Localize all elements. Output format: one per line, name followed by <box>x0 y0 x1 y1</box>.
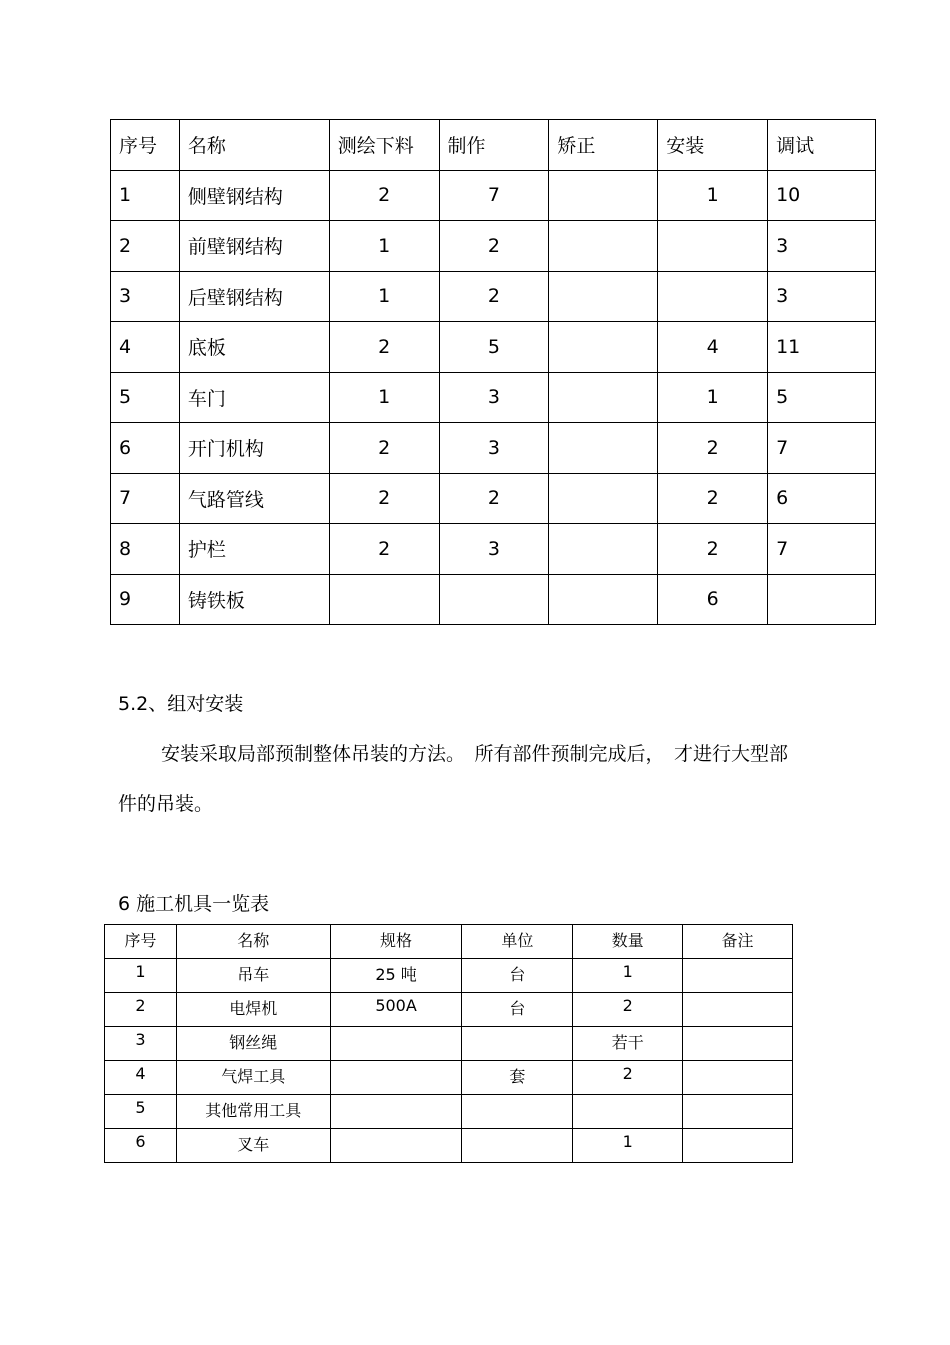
section-6-heading: 6 施工机具一览表 <box>118 893 270 915</box>
progress-table-cell: 车门 <box>179 372 329 423</box>
progress-table-cell: 气路管线 <box>179 473 329 524</box>
progress-table-cell: 6 <box>768 473 876 524</box>
progress-table-header-cell: 调试 <box>768 120 876 171</box>
table-row <box>105 959 793 993</box>
progress-table-body <box>111 120 876 625</box>
progress-table <box>110 119 876 625</box>
progress-table-header-cell: 名称 <box>179 120 329 171</box>
progress-table-cell: 后壁钢结构 <box>179 271 329 322</box>
equipment-table-cell: 台 <box>462 993 573 1027</box>
equipment-table-cell: 1 <box>573 1129 683 1163</box>
equipment-table-cell <box>330 1027 462 1061</box>
progress-table-cell: 1 <box>329 221 439 272</box>
progress-table-cell: 5 <box>768 372 876 423</box>
equipment-table-cell <box>462 1129 573 1163</box>
progress-table-cell: 2 <box>439 221 549 272</box>
progress-table-cell <box>329 574 439 625</box>
equipment-table-header-cell: 备注 <box>683 925 793 959</box>
equipment-table-cell <box>683 993 793 1027</box>
equipment-table-cell: 25 吨 <box>330 959 462 993</box>
equipment-table-cell: 2 <box>573 1061 683 1095</box>
progress-table-cell: 1 <box>658 170 768 221</box>
table-row <box>111 423 876 474</box>
progress-table-cell: 3 <box>768 221 876 272</box>
equipment-table-cell: 套 <box>462 1061 573 1095</box>
table-row <box>111 271 876 322</box>
progress-table-cell: 4 <box>111 322 180 373</box>
progress-table-cell: 5 <box>111 372 180 423</box>
progress-table-cell <box>549 322 658 373</box>
progress-table-cell: 11 <box>768 322 876 373</box>
equipment-table-cell: 吊车 <box>176 959 330 993</box>
table-row <box>105 1027 793 1061</box>
progress-table-cell: 5 <box>439 322 549 373</box>
progress-table-cell: 10 <box>768 170 876 221</box>
progress-table-cell: 2 <box>658 473 768 524</box>
table-row <box>111 372 876 423</box>
progress-table-cell: 2 <box>329 322 439 373</box>
progress-table-cell: 前壁钢结构 <box>179 221 329 272</box>
progress-table-cell: 铸铁板 <box>179 574 329 625</box>
section-5-2-paragraph-line2: 件的吊装。 <box>118 793 214 815</box>
table-row <box>111 473 876 524</box>
progress-table-cell: 2 <box>329 423 439 474</box>
table-row <box>111 524 876 575</box>
progress-table-cell <box>549 423 658 474</box>
progress-table-cell <box>549 170 658 221</box>
table-row <box>105 1061 793 1095</box>
progress-table-cell: 1 <box>658 372 768 423</box>
progress-table-header-cell: 安装 <box>658 120 768 171</box>
progress-table-header-cell: 测绘下料 <box>329 120 439 171</box>
progress-table-cell <box>768 574 876 625</box>
progress-table-header-row <box>111 120 876 171</box>
progress-table-cell: 3 <box>768 271 876 322</box>
progress-table-header-cell: 矫正 <box>549 120 658 171</box>
progress-table-cell <box>549 221 658 272</box>
equipment-table-body <box>105 925 793 1163</box>
equipment-table-header-cell: 名称 <box>176 925 330 959</box>
equipment-table-cell: 2 <box>573 993 683 1027</box>
equipment-table <box>104 924 793 1163</box>
progress-table-cell: 8 <box>111 524 180 575</box>
progress-table-cell <box>549 271 658 322</box>
equipment-table-cell: 若干 <box>573 1027 683 1061</box>
progress-table-cell: 侧壁钢结构 <box>179 170 329 221</box>
equipment-table-cell <box>683 1061 793 1095</box>
progress-table-cell <box>439 574 549 625</box>
equipment-table-cell: 500A <box>330 993 462 1027</box>
progress-table-cell: 1 <box>111 170 180 221</box>
equipment-table-cell: 叉车 <box>176 1129 330 1163</box>
equipment-table-cell: 4 <box>105 1061 177 1095</box>
progress-table-cell: 底板 <box>179 322 329 373</box>
equipment-table-cell <box>330 1061 462 1095</box>
progress-table-cell <box>658 271 768 322</box>
progress-table-cell: 6 <box>111 423 180 474</box>
progress-table-cell: 3 <box>439 372 549 423</box>
progress-table-cell: 9 <box>111 574 180 625</box>
progress-table-cell: 7 <box>439 170 549 221</box>
equipment-table-header-cell: 数量 <box>573 925 683 959</box>
progress-table-cell: 4 <box>658 322 768 373</box>
progress-table-cell: 2 <box>658 524 768 575</box>
progress-table-cell: 7 <box>768 524 876 575</box>
equipment-table-header-cell: 序号 <box>105 925 177 959</box>
progress-table-cell: 2 <box>439 473 549 524</box>
progress-table-cell: 2 <box>329 170 439 221</box>
equipment-table-cell <box>462 1095 573 1129</box>
equipment-table-cell <box>462 1027 573 1061</box>
table-row <box>105 993 793 1027</box>
equipment-table-cell: 台 <box>462 959 573 993</box>
table-row <box>111 170 876 221</box>
progress-table-cell: 1 <box>329 372 439 423</box>
progress-table-cell: 2 <box>329 473 439 524</box>
progress-table-cell: 3 <box>111 271 180 322</box>
equipment-table-cell: 6 <box>105 1129 177 1163</box>
equipment-table-cell <box>330 1129 462 1163</box>
equipment-table-cell <box>683 959 793 993</box>
equipment-table-cell <box>683 1129 793 1163</box>
progress-table-header-cell: 序号 <box>111 120 180 171</box>
section-5-2-heading: 5.2、组对安装 <box>118 693 244 715</box>
equipment-table-cell: 5 <box>105 1095 177 1129</box>
progress-table-cell: 3 <box>439 423 549 474</box>
equipment-table-cell: 1 <box>105 959 177 993</box>
progress-table-cell: 2 <box>658 423 768 474</box>
progress-table-cell <box>549 473 658 524</box>
section-5-2-paragraph-line1: 安装采取局部预制整体吊装的方法。 所有部件预制完成后， 才进行大型部 <box>161 743 789 765</box>
table-row <box>105 1129 793 1163</box>
equipment-table-cell: 2 <box>105 993 177 1027</box>
equipment-table-cell: 电焊机 <box>176 993 330 1027</box>
equipment-table-cell <box>330 1095 462 1129</box>
equipment-table-cell: 气焊工具 <box>176 1061 330 1095</box>
progress-table-cell <box>549 524 658 575</box>
equipment-table-cell: 钢丝绳 <box>176 1027 330 1061</box>
equipment-table-header-cell: 单位 <box>462 925 573 959</box>
progress-table-cell: 1 <box>329 271 439 322</box>
progress-table-cell: 6 <box>658 574 768 625</box>
table-row <box>111 574 876 625</box>
progress-table-cell: 护栏 <box>179 524 329 575</box>
progress-table-cell <box>658 221 768 272</box>
equipment-table-cell: 其他常用工具 <box>176 1095 330 1129</box>
progress-table-header-cell: 制作 <box>439 120 549 171</box>
equipment-table-cell <box>683 1027 793 1061</box>
progress-table-cell: 2 <box>111 221 180 272</box>
progress-table-cell: 开门机构 <box>179 423 329 474</box>
table-row <box>111 322 876 373</box>
progress-table-cell <box>549 574 658 625</box>
progress-table-cell <box>549 372 658 423</box>
equipment-table-cell <box>683 1095 793 1129</box>
equipment-table-header-row <box>105 925 793 959</box>
progress-table-cell: 3 <box>439 524 549 575</box>
table-row <box>105 1095 793 1129</box>
equipment-table-cell: 1 <box>573 959 683 993</box>
progress-table-cell: 7 <box>111 473 180 524</box>
progress-table-cell: 2 <box>329 524 439 575</box>
table-row <box>111 221 876 272</box>
equipment-table-header-cell: 规格 <box>330 925 462 959</box>
progress-table-cell: 2 <box>439 271 549 322</box>
equipment-table-cell <box>573 1095 683 1129</box>
equipment-table-cell: 3 <box>105 1027 177 1061</box>
progress-table-cell: 7 <box>768 423 876 474</box>
